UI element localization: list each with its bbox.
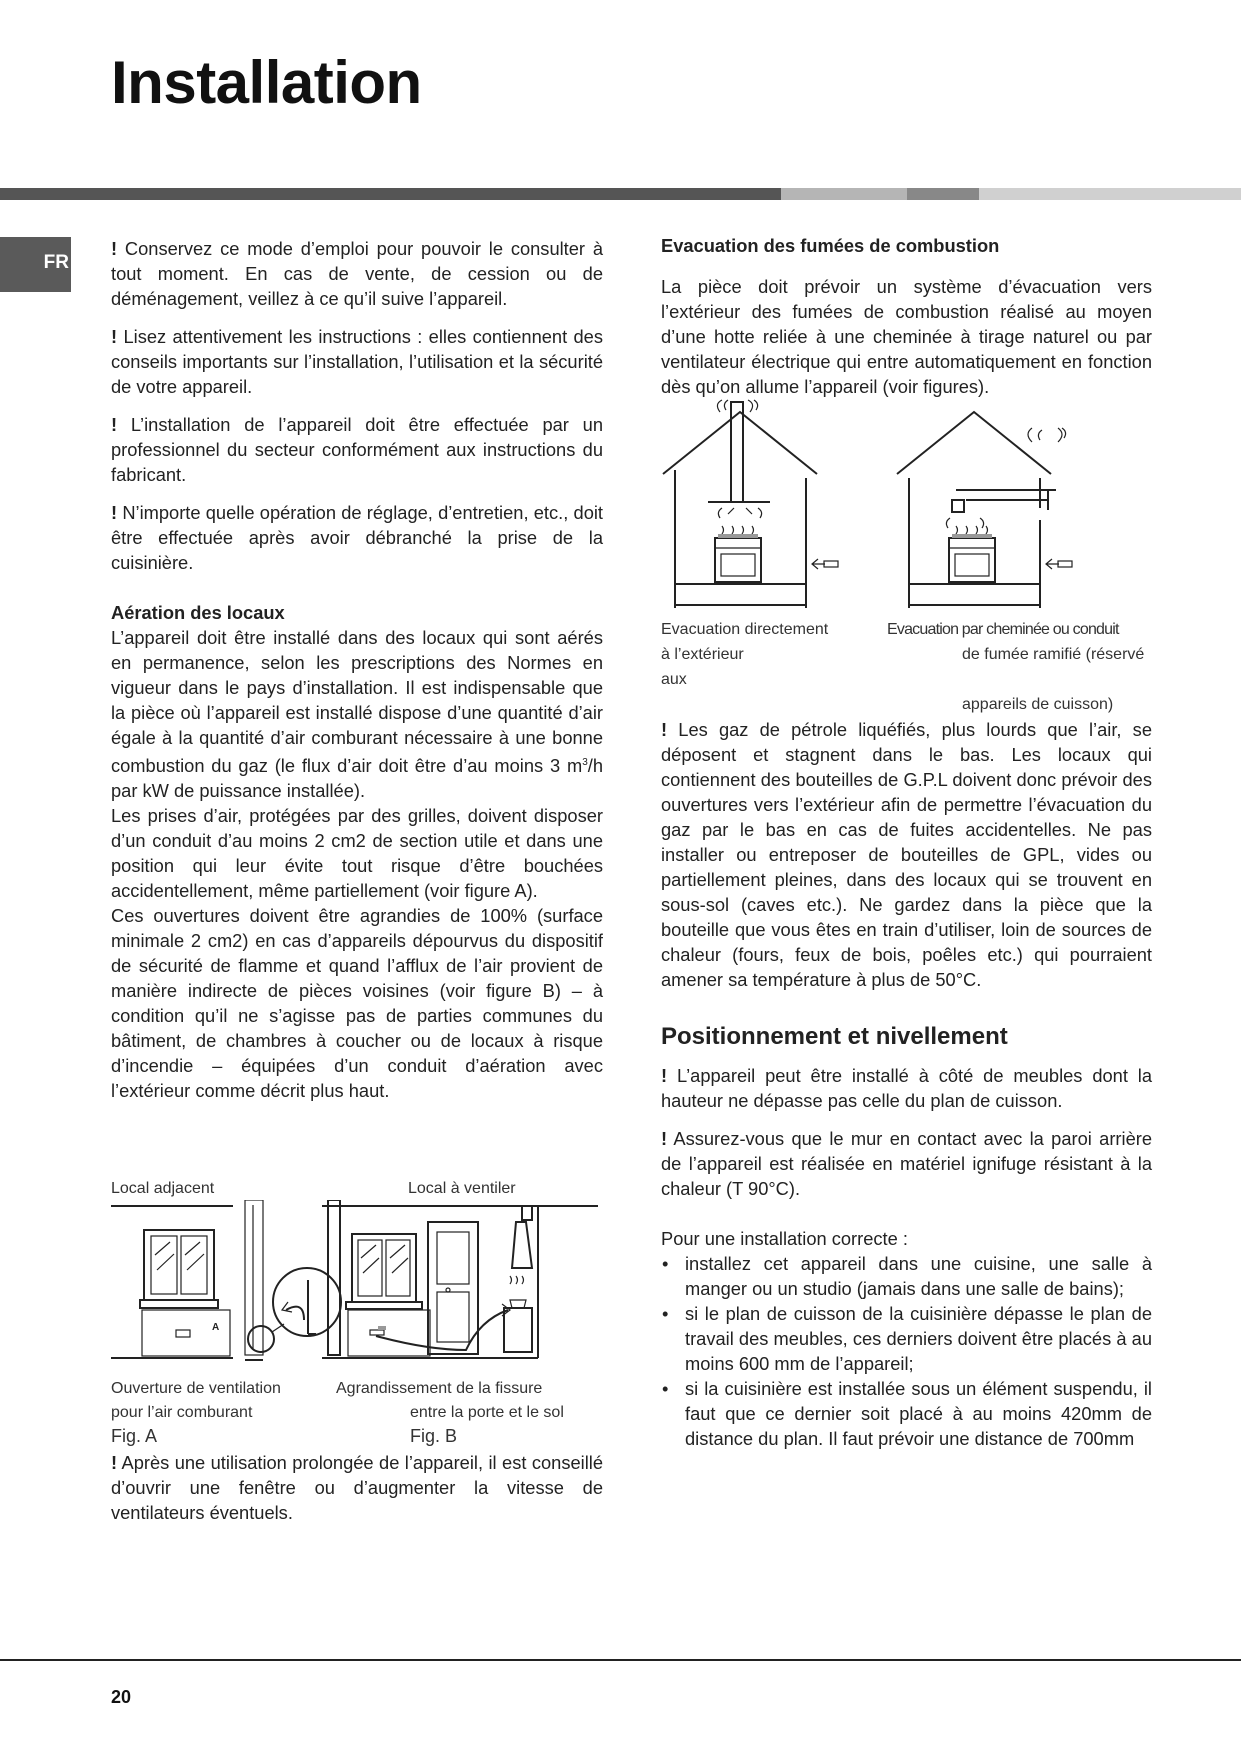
note-keep-manual: [111, 236, 603, 311]
superscript: 3: [582, 757, 588, 768]
figure-a-marker: A: [212, 1322, 220, 1333]
aeration-paragraph-3: Ces ouvertures doivent être agrandies de 100% (surface minimale 2 cm2) en cas d’appareils dépourvus du dispositif de sécurité de flamme et quand l’afflux de l’air provient de manière indirecte de pièces voisines (voir figure B) – à condition qu’il ne s’agisse pas de parties communes du bâtiment, de chambres à coucher ou de locaux à risque d’incendie – équipées d’un conduit d’aération avec l’extérieur comme décrit plus haut.: [111, 905, 603, 1102]
list-item: • si le plan de cuisson de la cuisinière dépasse le plan de travail des meubles, ces derniers doivent être placés à au moins 600 mm de l’appareil;: [661, 1301, 1152, 1376]
figure-label-local-adjacent: Local adjacent: [111, 1180, 215, 1197]
figure-b-caption-line2: entre la porte et le sol: [410, 1404, 564, 1421]
figure-a-caption-line1: Ouverture de ventilation: [111, 1380, 281, 1397]
right-column-top: [661, 233, 1152, 399]
note-professional: [111, 412, 603, 487]
evacuation-paragraph: La pièce doit prévoir un système d’évacuation vers l’extérieur des fumées de combustion réalisé au moyen d’une hotte reliée à une cheminée à tirage naturel ou par ventilateur électrique qui entre automatiquement en fonction dès qu’on allume l’appareil (voir figures).: [661, 276, 1152, 397]
note-text: Assurez-vous que le mur en contact avec la paroi arrière de l’appareil est réalisée en matériel ignifuge résistant à la chaleur (T 90°C).: [661, 1128, 1152, 1199]
correct-installation-intro: Pour une installation correcte :: [661, 1228, 908, 1249]
evac-caption-2-line2: de fumée ramifié (réservé: [962, 646, 1145, 663]
warning-mark: !: [111, 1452, 118, 1473]
header-bar-segment-pale: [979, 188, 1241, 200]
warning-mark: !: [661, 719, 668, 740]
after-use-note: [111, 1450, 603, 1525]
positioning-note-2: [661, 1126, 1152, 1201]
left-column: [111, 236, 603, 1103]
section-heading-aeration: Aération des locaux: [111, 602, 285, 623]
section-heading-evacuation: Evacuation des fumées de combustion: [661, 235, 1000, 256]
note-read-instructions: [111, 324, 603, 399]
language-tab: [0, 237, 71, 292]
evac-caption-2-line3: appareils de cuisson): [962, 696, 1114, 713]
note-unplug: [111, 500, 603, 575]
note-text: L’installation de l’appareil doit être effectuée par un professionnel du secteur conformément aux instructions du fabricant.: [111, 414, 603, 485]
note-text: Lisez attentivement les instructions : elles contiennent des conseils importants sur l’installation, l’utilisation et la sécurité de votre appareil.: [111, 326, 603, 397]
header-bar-segment-light: [781, 188, 907, 200]
positioning-note-1: [661, 1063, 1152, 1113]
header-bar-segment-dark: [0, 188, 781, 200]
installation-bullet-list: [661, 1251, 1152, 1451]
evac-caption-1-line3: aux: [661, 671, 687, 688]
aeration-text-b: /h par kW de puissance installée).: [111, 755, 603, 802]
evac-caption-1-line1: Evacuation directement: [661, 621, 829, 638]
warning-mark: !: [661, 1128, 668, 1149]
evac-caption-2-line1: Evacuation par cheminée ou conduit: [887, 621, 1119, 638]
figure-label-local-ventiler: Local à ventiler: [408, 1180, 516, 1197]
aeration-paragraph-2: Les prises d’air, protégées par des grilles, doivent disposer d’un conduit d’au moins 2 cm2 de section utile et dans une position qui leur évite tout risque d’être bouchées accidentellement, même partiellement (voir figure A).: [111, 805, 603, 902]
figure-a-caption-line2: pour l’air comburant: [111, 1404, 253, 1421]
evacuation-figures: [660, 398, 1080, 608]
note-text: Conservez ce mode d’emploi pour pouvoir le consulter à tout moment. En cas de vente, de cession ou de déménagement, veillez à ce qu’il suive l’appareil.: [111, 238, 603, 309]
figure-b-caption-line1: Agrandissement de la fissure: [336, 1380, 543, 1397]
aeration-paragraph-1: [111, 625, 603, 803]
warning-mark: !: [111, 502, 118, 523]
footer-rule: [0, 1659, 1241, 1661]
note-text: N’importe quelle opération de réglage, d’entretien, etc., doit être effectuée après avoir débranché la prise de la cuisinière.: [111, 502, 603, 573]
warning-mark: !: [111, 414, 118, 435]
figure-b-label: Fig. B: [410, 1426, 458, 1446]
figure-a-label: Fig. A: [111, 1426, 158, 1446]
header-bar-segment-mid: [907, 188, 979, 200]
list-item: • installez cet appareil dans une cuisine, une salle à manger ou un studio (jamais dans une salle de bains);: [661, 1251, 1152, 1301]
warning-mark: !: [111, 326, 118, 347]
evac-caption-1-line2: à l’extérieur: [661, 646, 744, 663]
section-heading-positionnement: Positionnement et nivellement: [661, 1023, 1008, 1050]
list-item: • si la cuisinière est installée sous un élément suspendu, il faut que ce dernier soit placé à au moins 420mm de distance du plan. Il faut prévoir une distance de 700mm: [661, 1376, 1152, 1451]
warning-mark: !: [111, 238, 118, 259]
gpl-warning: [661, 717, 1152, 992]
note-text: L’appareil peut être installé à côté de meubles dont la hauteur ne dépasse pas celle du plan de cuisson.: [661, 1065, 1152, 1111]
warning-mark: !: [661, 1065, 668, 1086]
note-text: Les gaz de pétrole liquéfiés, plus lourds que l’air, se déposent et stagnent dans le bas. Les locaux qui contiennent des bouteilles de G.P.L doivent donc prévoir des ouvertures vers l’extérieur afin de permettre l’évacuation du gaz par le bas en cas de fuites accidentelles. Ne pas installer ou entreposer de bouteilles de GPL, vides ou partiellement pleines, dans des locaux qui se trouvent en sous-sol (caves etc.). Ne gardez dans la pièce que la bouteille que vous êtes en train d’utiliser, loin de sources de chaleur (fours, feux de bois, poêles etc.) qui pourraient amener sa température à plus de 50°C.: [661, 719, 1152, 990]
note-text: Après une utilisation prolongée de l’appareil, il est conseillé d’ouvrir une fenêtre ou d’augmenter la vitesse de ventilateurs éventuels.: [111, 1452, 603, 1523]
right-column-bottom: [661, 717, 1152, 1451]
ventilation-figure-a-b: [108, 1200, 603, 1375]
page-number: 20: [111, 1687, 132, 1707]
page-title: Installation: [111, 49, 422, 116]
aeration-text-a: L’appareil doit être installé dans des locaux qui sont aérés en permanence, selon les prescriptions des Normes en vigueur dans le pays d’installation. Il est indispensable que la pièce où l’appareil est installé dispose d’une quantité d’air égale à la quantité d’air comburant nécessaire à une bonne combustion du gaz (le flux d’air doit être d’au moins 3 m: [111, 627, 603, 777]
language-tab-label: FR: [43, 252, 69, 273]
